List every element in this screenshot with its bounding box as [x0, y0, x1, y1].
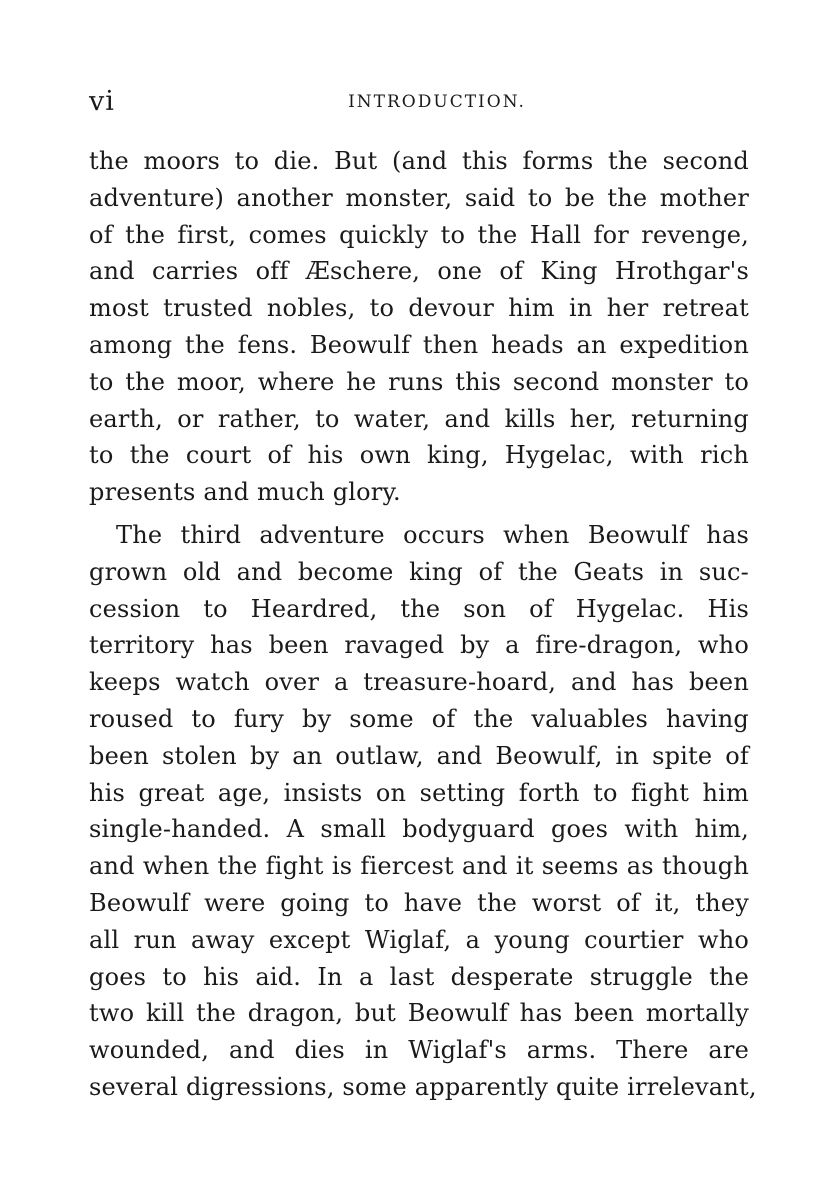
running-head: [89, 88, 749, 122]
page-number: vi: [89, 86, 115, 117]
text-line: grown old and become king of the Geats in suc-: [89, 557, 749, 586]
text-line: and carries off Æschere, one of King Hrothgar's: [89, 257, 749, 286]
text-line: of the first, comes quickly to the Hall for revenge,: [89, 220, 749, 249]
text-line: single-handed. A small bodyguard goes with him,: [89, 815, 749, 844]
text-line: all run away except Wiglaf, a young courtier who: [89, 925, 749, 954]
running-title: INTRODUCTION.: [348, 92, 526, 112]
text-line: adventure) another monster, said to be the mother: [89, 183, 749, 212]
text-line: several digressions, some apparently quite irrelevant,: [89, 1072, 757, 1101]
text-line: been stolen by an outlaw, and Beowulf, in spite of: [89, 741, 749, 770]
text-line: roused to fury by some of the valuables having: [89, 704, 749, 733]
text-line: his great age, insists on setting forth to fight him: [89, 778, 749, 807]
body-text: [89, 143, 757, 1106]
text-line: territory has been ravaged by a fire-dragon, who: [89, 631, 749, 660]
text-line: and when the fight is fiercest and it seems as though: [89, 852, 749, 881]
text-line: to the court of his own king, Hygelac, with rich: [89, 441, 749, 470]
text-line: most trusted nobles, to devour him in her retreat: [89, 294, 749, 323]
text-line: among the fens. Beowulf then heads an expedition: [89, 330, 749, 359]
text-line: to the moor, where he runs this second monster to: [89, 367, 749, 396]
text-line: keeps watch over a treasure-hoard, and has been: [89, 668, 749, 697]
paragraph: [89, 517, 757, 1106]
text-line: earth, or rather, to water, and kills her, returning: [89, 404, 749, 433]
text-line: two kill the dragon, but Beowulf has been mortally: [89, 999, 749, 1028]
text-line: goes to his aid. In a last desperate struggle the: [89, 962, 749, 991]
paragraph: [89, 143, 749, 511]
text-line: wounded, and dies in Wiglaf's arms. There are: [89, 1036, 749, 1065]
text-line: Beowulf were going to have the worst of it, they: [89, 888, 749, 917]
text-line: cession to Heardred, the son of Hygelac. His: [89, 594, 749, 623]
text-line: The third adventure occurs when Beowulf has: [116, 520, 749, 549]
text-line: the moors to die. But (and this forms the second: [89, 147, 749, 175]
text-line: presents and much glory.: [89, 478, 401, 507]
